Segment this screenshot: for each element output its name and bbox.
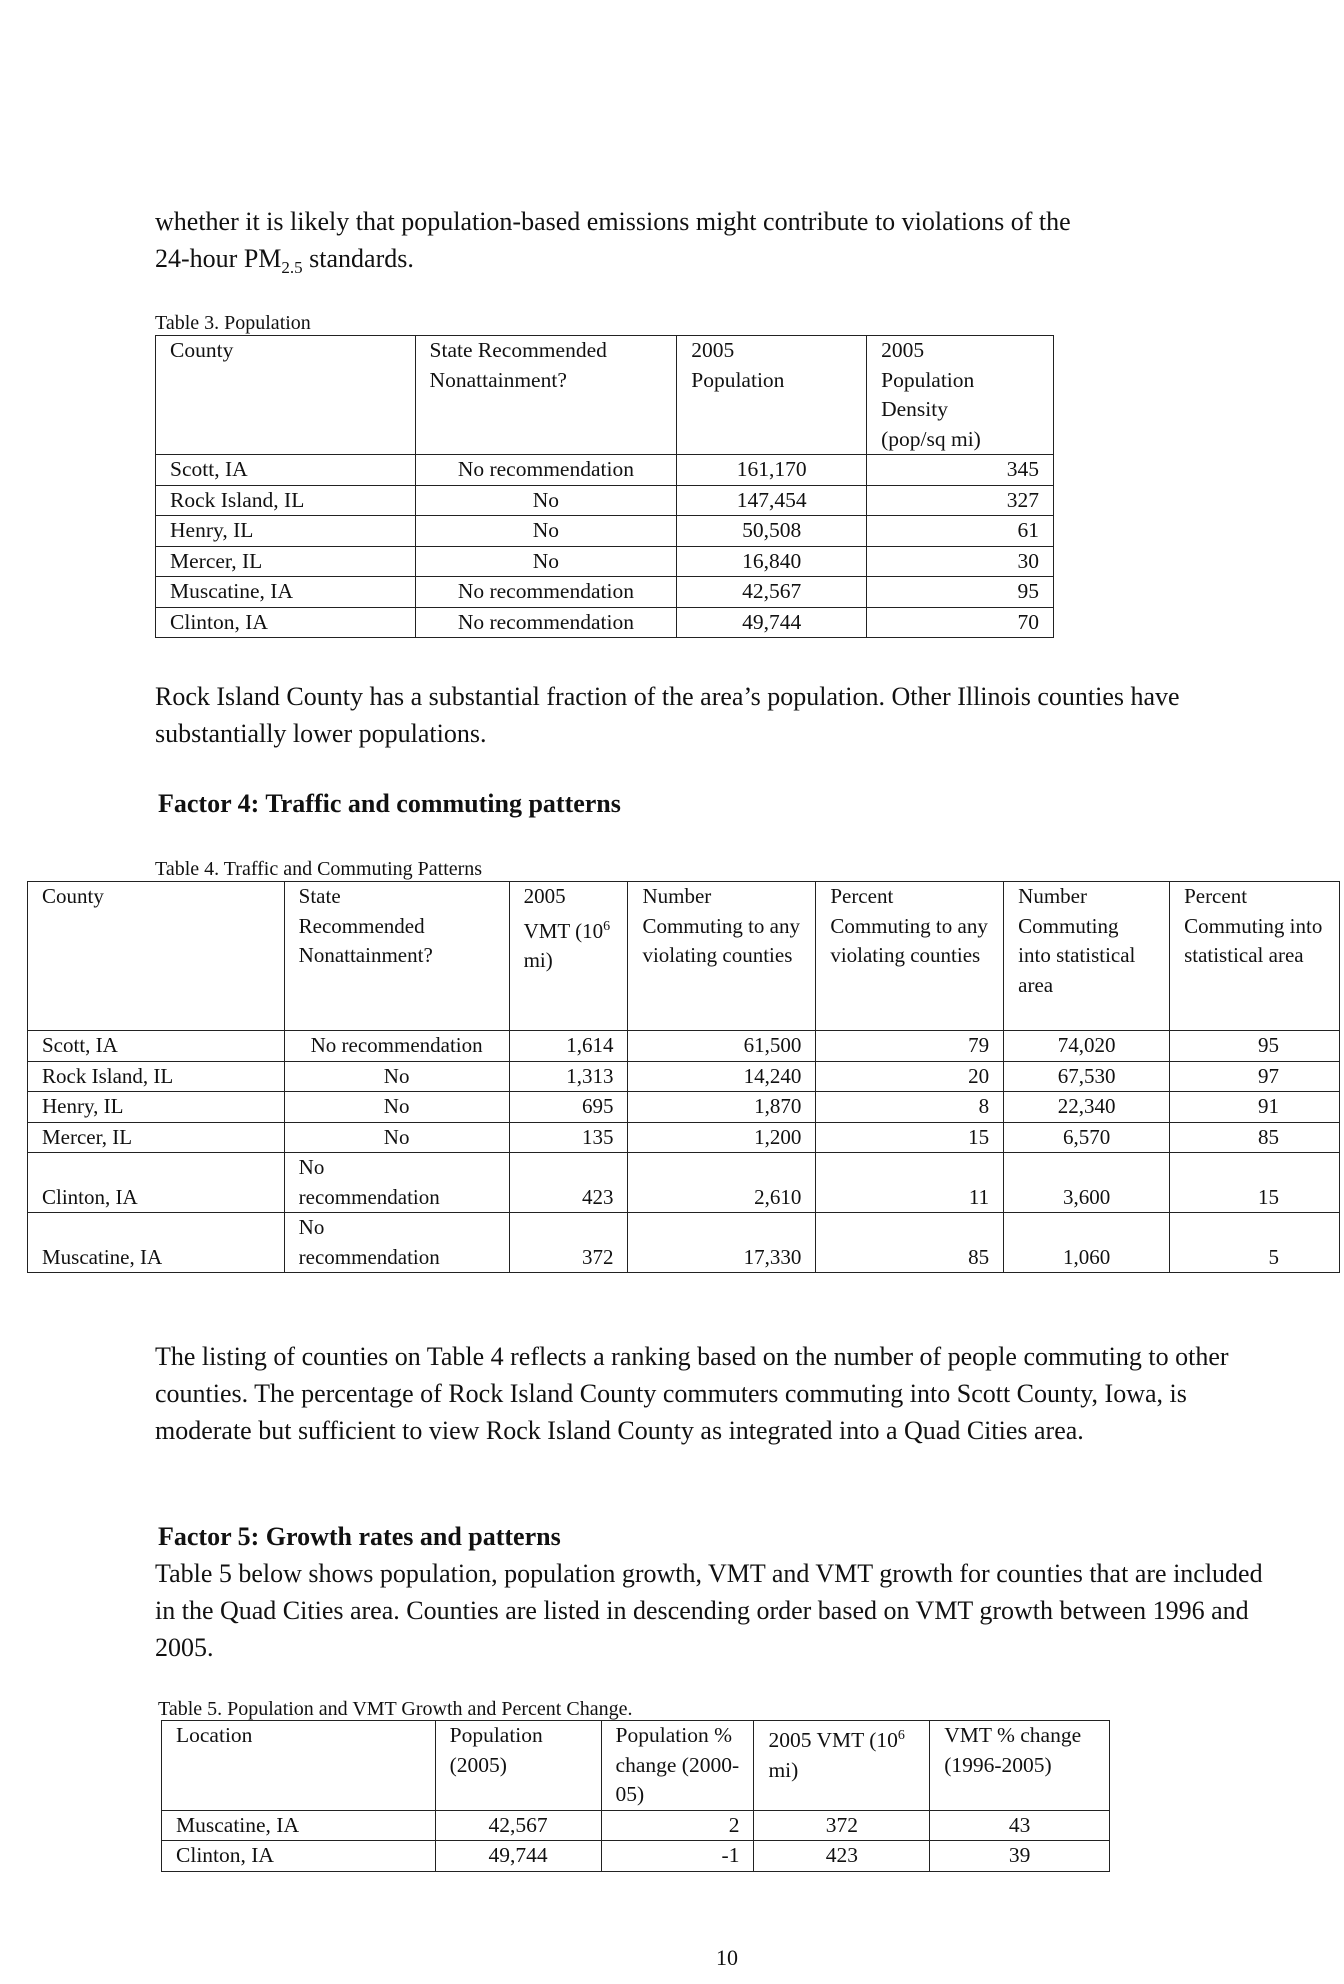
table-row bbox=[28, 1153, 1340, 1213]
intro-line-2-post: standards. bbox=[302, 244, 414, 273]
table-cell: Mercer, IL bbox=[156, 546, 416, 577]
vmt-header-unit: mi) bbox=[523, 948, 553, 972]
table-cell: No bbox=[415, 546, 677, 577]
table-cell: 97 bbox=[1170, 1061, 1340, 1092]
vmt-superscript: 6 bbox=[603, 918, 611, 934]
table-cell: No bbox=[284, 1092, 509, 1123]
table3 bbox=[155, 335, 1054, 638]
table-cell: 95 bbox=[867, 577, 1054, 608]
table-cell: 16,840 bbox=[677, 546, 867, 577]
table-cell: 22,340 bbox=[1004, 1092, 1170, 1123]
table-cell: 1,200 bbox=[628, 1122, 816, 1153]
table-cell: 85 bbox=[816, 1213, 1004, 1273]
table-cell: 20 bbox=[816, 1061, 1004, 1092]
table3-header-population: 2005 Population bbox=[677, 336, 867, 455]
table3-header-density: 2005 Population Density (pop/sq mi) bbox=[867, 336, 1054, 455]
table-cell: 43 bbox=[930, 1810, 1110, 1841]
table5-header-vmt-change: VMT % change (1996-2005) bbox=[930, 1721, 1110, 1811]
table-cell: 85 bbox=[1170, 1122, 1340, 1153]
table5-header-location: Location bbox=[162, 1721, 436, 1811]
table5-header-pop-change: Population % change (2000-05) bbox=[601, 1721, 754, 1811]
table-cell: Mercer, IL bbox=[28, 1122, 285, 1153]
table-cell: 6,570 bbox=[1004, 1122, 1170, 1153]
table-cell: 1,870 bbox=[628, 1092, 816, 1123]
table-cell: 95 bbox=[1170, 1031, 1340, 1062]
table-cell: Rock Island, IL bbox=[28, 1061, 285, 1092]
table-cell: Scott, IA bbox=[156, 455, 416, 486]
table-row bbox=[156, 607, 1054, 638]
table-cell: 39 bbox=[930, 1841, 1110, 1872]
vmt-header-text: 2005 VMT (10 bbox=[768, 1728, 898, 1753]
table4-header-vmt bbox=[509, 882, 628, 1031]
table-cell: 49,744 bbox=[435, 1841, 601, 1872]
table3-caption: Table 3. Population bbox=[155, 312, 311, 334]
table-cell: 17,330 bbox=[628, 1213, 816, 1273]
table-cell: 372 bbox=[509, 1213, 628, 1273]
table4-header-pct-violating: Percent Commuting to any violating counties bbox=[816, 882, 1004, 1031]
table-cell: 5 bbox=[1170, 1213, 1340, 1273]
table-cell: 50,508 bbox=[677, 516, 867, 547]
table-cell: Clinton, IA bbox=[28, 1153, 285, 1213]
table-cell: 11 bbox=[816, 1153, 1004, 1213]
table-cell: 147,454 bbox=[677, 485, 867, 516]
table-cell: 3,600 bbox=[1004, 1153, 1170, 1213]
table-cell: 135 bbox=[509, 1122, 628, 1153]
table-cell: 14,240 bbox=[628, 1061, 816, 1092]
vmt-header-unit: mi) bbox=[768, 1757, 799, 1782]
table-cell: 345 bbox=[867, 455, 1054, 486]
page-number: 10 bbox=[716, 1945, 738, 1970]
population-summary-paragraph: Rock Island County has a substantial fraction of the area’s population. Other Illinois counties have substantially lower populations. bbox=[155, 682, 1180, 748]
table-cell: 61 bbox=[867, 516, 1054, 547]
vmt-header-text: 2005 VMT (10 bbox=[523, 884, 604, 943]
table-cell: Muscatine, IA bbox=[156, 577, 416, 608]
table-cell: No bbox=[415, 485, 677, 516]
table5-header-population: Population (2005) bbox=[435, 1721, 601, 1811]
table5 bbox=[161, 1720, 1110, 1872]
table-cell: 91 bbox=[1170, 1092, 1340, 1123]
table-row bbox=[156, 516, 1054, 547]
table4 bbox=[27, 881, 1340, 1273]
table-cell: 74,020 bbox=[1004, 1031, 1170, 1062]
table4-header-row bbox=[28, 882, 1340, 1031]
table4-header-num-violating: Number Commuting to any violating counties bbox=[628, 882, 816, 1031]
table-cell: Muscatine, IA bbox=[162, 1810, 436, 1841]
factor5-paragraph: Table 5 below shows population, population growth, VMT and VMT growth for counties that are included in the Quad Cities area. Counties are listed in descending order based on VMT growth between 1996 and 2005. bbox=[155, 1559, 1263, 1662]
intro-paragraph bbox=[155, 203, 1285, 286]
table-cell: 695 bbox=[509, 1092, 628, 1123]
table-cell: 79 bbox=[816, 1031, 1004, 1062]
intro-line-1: whether it is likely that population-based emissions might contribute to violations of the bbox=[155, 207, 1071, 236]
table4-header-county: County bbox=[28, 882, 285, 1031]
table-row bbox=[28, 1122, 1340, 1153]
factor5-heading: Factor 5: Growth rates and patterns bbox=[158, 1522, 561, 1551]
table-cell: 161,170 bbox=[677, 455, 867, 486]
table-row bbox=[162, 1841, 1110, 1872]
table-cell: 15 bbox=[816, 1122, 1004, 1153]
table-cell: No recommendation bbox=[415, 607, 677, 638]
table5-header-vmt bbox=[754, 1721, 930, 1811]
table-row bbox=[28, 1213, 1340, 1273]
table3-header-county: County bbox=[156, 336, 416, 455]
table-cell: 1,313 bbox=[509, 1061, 628, 1092]
table-cell: No recommendation bbox=[284, 1213, 509, 1273]
table-cell: 42,567 bbox=[677, 577, 867, 608]
table4-header-num-stat: Number Commuting into statistical area bbox=[1004, 882, 1170, 1031]
pm-subscript: 2.5 bbox=[281, 258, 303, 278]
table5-caption: Table 5. Population and VMT Growth and Percent Change. bbox=[158, 1698, 633, 1720]
table-cell: Henry, IL bbox=[156, 516, 416, 547]
table-cell: No recommendation bbox=[415, 577, 677, 608]
table-cell: 61,500 bbox=[628, 1031, 816, 1062]
table-cell: 15 bbox=[1170, 1153, 1340, 1213]
table-cell: 2,610 bbox=[628, 1153, 816, 1213]
vmt-superscript: 6 bbox=[897, 1728, 905, 1743]
table-cell: 70 bbox=[867, 607, 1054, 638]
table-cell: 423 bbox=[509, 1153, 628, 1213]
table-row bbox=[156, 577, 1054, 608]
table-row bbox=[156, 455, 1054, 486]
table-cell: No recommendation bbox=[284, 1031, 509, 1062]
table-cell: 372 bbox=[754, 1810, 930, 1841]
table4-header-pct-stat: Percent Commuting into statistical area bbox=[1170, 882, 1340, 1031]
table-cell: Scott, IA bbox=[28, 1031, 285, 1062]
table-row bbox=[156, 485, 1054, 516]
table-cell: 2 bbox=[601, 1810, 754, 1841]
commuting-summary-paragraph: The listing of counties on Table 4 reflects a ranking based on the number of people commuting to other counties. The percentage of Rock Island County commuters commuting into Scott County, Iowa, is moderate but sufficient to view Rock Island County as integrated into a Quad Cities area. bbox=[155, 1342, 1229, 1445]
table-cell: Rock Island, IL bbox=[156, 485, 416, 516]
table-cell: No recommendation bbox=[284, 1153, 509, 1213]
table-row bbox=[28, 1031, 1340, 1062]
table-cell: 49,744 bbox=[677, 607, 867, 638]
table-cell: No bbox=[284, 1122, 509, 1153]
table-cell: 30 bbox=[867, 546, 1054, 577]
table-cell: 423 bbox=[754, 1841, 930, 1872]
intro-line-2-pre: 24-hour PM bbox=[155, 244, 282, 273]
table5-header-row bbox=[162, 1721, 1110, 1811]
table-cell: 1,614 bbox=[509, 1031, 628, 1062]
table-cell: No bbox=[415, 516, 677, 547]
table-cell: 327 bbox=[867, 485, 1054, 516]
table-cell: Muscatine, IA bbox=[28, 1213, 285, 1273]
table-cell: 42,567 bbox=[435, 1810, 601, 1841]
table-cell: 8 bbox=[816, 1092, 1004, 1123]
table-cell: 1,060 bbox=[1004, 1213, 1170, 1273]
table-row bbox=[28, 1061, 1340, 1092]
table-row bbox=[28, 1092, 1340, 1123]
table-row bbox=[162, 1810, 1110, 1841]
table-cell: Henry, IL bbox=[28, 1092, 285, 1123]
table-cell: No recommendation bbox=[415, 455, 677, 486]
table-cell: Clinton, IA bbox=[156, 607, 416, 638]
table3-header-row bbox=[156, 336, 1054, 455]
table-cell: Clinton, IA bbox=[162, 1841, 436, 1872]
factor4-heading: Factor 4: Traffic and commuting patterns bbox=[158, 789, 621, 818]
table-cell: -1 bbox=[601, 1841, 754, 1872]
table4-header-state: State Recommended Nonattainment? bbox=[284, 882, 509, 1031]
table-row bbox=[156, 546, 1054, 577]
table4-caption: Table 4. Traffic and Commuting Patterns bbox=[155, 858, 483, 880]
table-cell: No bbox=[284, 1061, 509, 1092]
table-cell: 67,530 bbox=[1004, 1061, 1170, 1092]
table3-header-state: State Recommended Nonattainment? bbox=[415, 336, 677, 455]
